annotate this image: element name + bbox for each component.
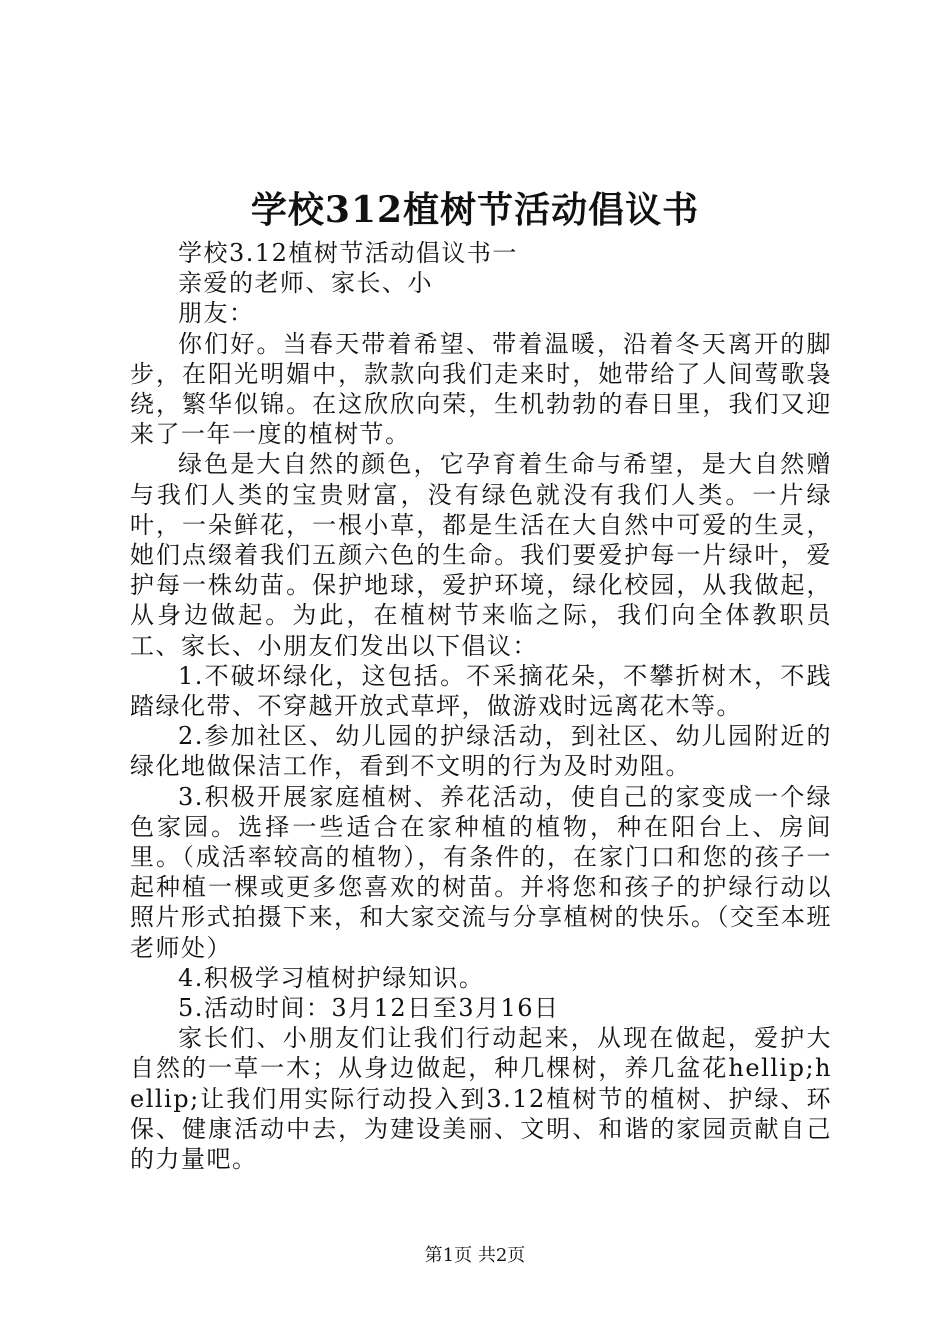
paragraph-item-3: 3.积极开展家庭植树、养花活动，使自己的家变成一个绿色家园。选择一些适合在家种植的植物，种在阳台上、房间里。（成活率较高的植物），有条件的，在家门口和您的孩子一起种植一棵或更多您喜欢的树苗。并将您和孩子的护绿行动以照片形式拍摄下来，和大家交流与分享植树的快乐。（交至本班老师处） (130, 782, 832, 962)
paragraph-item-1: 1.不破坏绿化，这包括。不采摘花朵，不攀折树木，不践踏绿化带、不穿越开放式草坪，做游戏时远离花木等。 (130, 661, 832, 721)
paragraph-subtitle: 学校3.12植树节活动倡议书一 (178, 239, 518, 267)
paragraph-greeting: 你们好。当春天带着希望、带着温暖，沿着冬天离开的脚步，在阳光明媚中，款款向我们走来时，她带给了人间莺歌袅绕，繁华似锦。在这欣欣向荣，生机勃勃的春日里，我们又迎来了一年一度的植树节。 (130, 329, 832, 449)
paragraph-green: 绿色是大自然的颜色，它孕育着生命与希望，是大自然赠与我们人类的宝贵财富，没有绿色就没有我们人类。一片绿叶，一朵鲜花，一根小草，都是生活在大自然中可爱的生灵，她们点缀着我们五颜六色的生命。我们要爱护每一片绿叶，爱护每一株幼苗。保护地球，爱护环境，绿化校园，从我做起，从身边做起。为此，在植树节来临之际，我们向全体教职员工、家长、小朋友们发出以下倡议： (130, 450, 832, 660)
document-body (130, 238, 832, 1174)
paragraph-item-2: 2.参加社区、幼儿园的护绿活动，到社区、幼儿园附近的绿化地做保洁工作，看到不文明的行为及时劝阻。 (130, 722, 832, 781)
paragraph-item-4: 4.积极学习植树护绿知识。 (178, 963, 485, 992)
document-title: 学校312植树节活动倡议书 (250, 189, 700, 231)
paragraph-salutation-1: 亲爱的老师、家长、小 (178, 269, 433, 298)
paragraph-salutation-2: 朋友： (178, 299, 255, 328)
paragraph-item-5: 5.活动时间：3月12日至3月16日 (178, 994, 560, 1023)
page-footer: 第1页 共2页 (424, 1245, 526, 1266)
paragraph-closing: 家长们、小朋友们让我们行动起来，从现在做起，爱护大自然的一草一木；从身边做起，种几棵树，养几盆花hellip;hellip;让我们用实际行动投入到3.12植树节的植树、护绿、环保、健康活动中去，为建设美丽、文明、和谐的家园贡献自己的力量吧。 (130, 1024, 832, 1174)
